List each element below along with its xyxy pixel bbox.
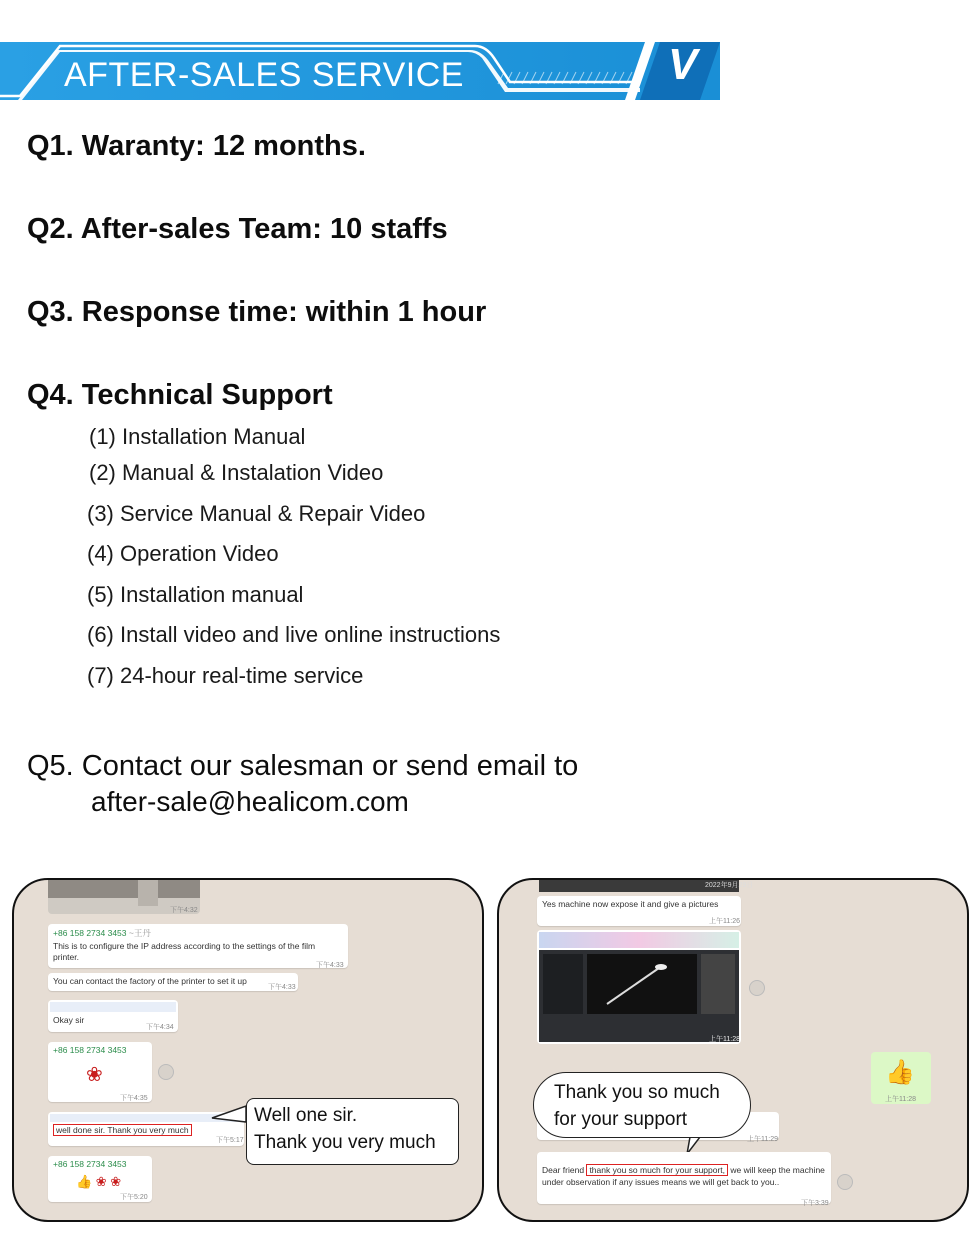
sender-phone: +86 158 2734 3453 [53,1159,127,1169]
emoji-reaction-icon[interactable] [158,1064,174,1080]
callout-well-done [246,1098,459,1165]
timestamp: 上午11:28 [885,1096,916,1103]
highlighted-message: well done sir. Thank you very much [53,1124,192,1136]
timestamp: 上午11:29 [747,1136,778,1143]
forward-icon[interactable] [749,980,765,996]
q4-support: Q4. Technical Support [27,379,333,411]
timestamp: 下午4:33 [268,984,296,991]
callout-line-1: Thank you so much [554,1082,720,1103]
support-item-6: (6) Install video and live online instructions [87,622,501,647]
highlighted-message: thank you so much for your support, [586,1164,728,1176]
chat-image-xray[interactable] [537,930,741,1044]
chat-message-ip-config [48,924,348,968]
callout-line-2: Thank you very much [254,1132,436,1153]
chat-screenshot-right [497,878,969,1222]
callout-line-1: Well one sir. [254,1105,358,1126]
message-text: Okay sir [53,1015,85,1025]
brand-logo-v: V [668,40,698,89]
support-item-1: (1) Installation Manual [89,424,306,449]
q2-team: Q2. After-sales Team: 10 staffs [27,213,448,245]
timestamp: 上午11:26 [709,918,740,925]
timestamp: 下午4:35 [120,1095,148,1102]
timestamp: 下午4:34 [146,1024,174,1031]
timestamp: 上午11:28 [709,1036,740,1043]
message-text: This is to configure the IP address according to the settings of the film printer. [53,941,316,962]
chat-message-contact-factory: You can contact the factory of the printer to set it up [48,973,298,991]
callout-line-2: for your support [554,1109,688,1130]
support-item-5: (5) Installation manual [87,582,304,607]
contact-email[interactable]: after-sale@healicom.com [91,786,409,817]
chat-message-dear-friend [537,1152,831,1204]
chat-screenshot-left [12,878,484,1222]
timestamp: 下午3:39 [801,1200,829,1207]
sender-name: ~王丹 [128,928,151,938]
xray-instrument [597,960,687,1010]
timestamp: 下午4:32 [170,907,198,914]
q5-contact: Q5. Contact our salesman or send email to [27,750,579,782]
message-text: we will keep the machine under observation if any issues means we will get back to you.. [542,1165,825,1187]
callout-thank-you [533,1072,751,1138]
thumbs-up-icon: 👍 [885,1059,915,1086]
support-item-4: (4) Operation Video [87,541,279,566]
emoji-reaction-icon[interactable] [837,1174,853,1190]
timestamp: 下午5:20 [120,1194,148,1201]
support-item-7: (7) 24-hour real-time service [87,663,364,688]
support-item-3: (3) Service Manual & Repair Video [87,501,426,526]
support-item-2: (2) Manual & Instalation Video [89,460,384,485]
sender-phone: +86 158 2734 3453 [53,928,127,938]
sender-phone: +86 158 2734 3453 [53,1045,127,1055]
thumbs-rose-icons: 👍 ❀ ❀ [76,1174,122,1189]
timestamp: 下午4:33 [316,962,344,969]
message-text: Dear friend [542,1165,585,1175]
q1-warranty: Q1. Waranty: 12 months. [27,130,366,162]
q3-response: Q3. Response time: within 1 hour [27,296,487,328]
rose-icon: ❀ [86,1064,103,1086]
date-label: 2022年9月29日 [705,882,754,889]
timestamp: 下午5:17 [216,1137,244,1144]
chat-message-expose: Yes machine now expose it and give a pictures [537,896,741,926]
header-title: AFTER-SALES SERVICE [64,56,464,94]
